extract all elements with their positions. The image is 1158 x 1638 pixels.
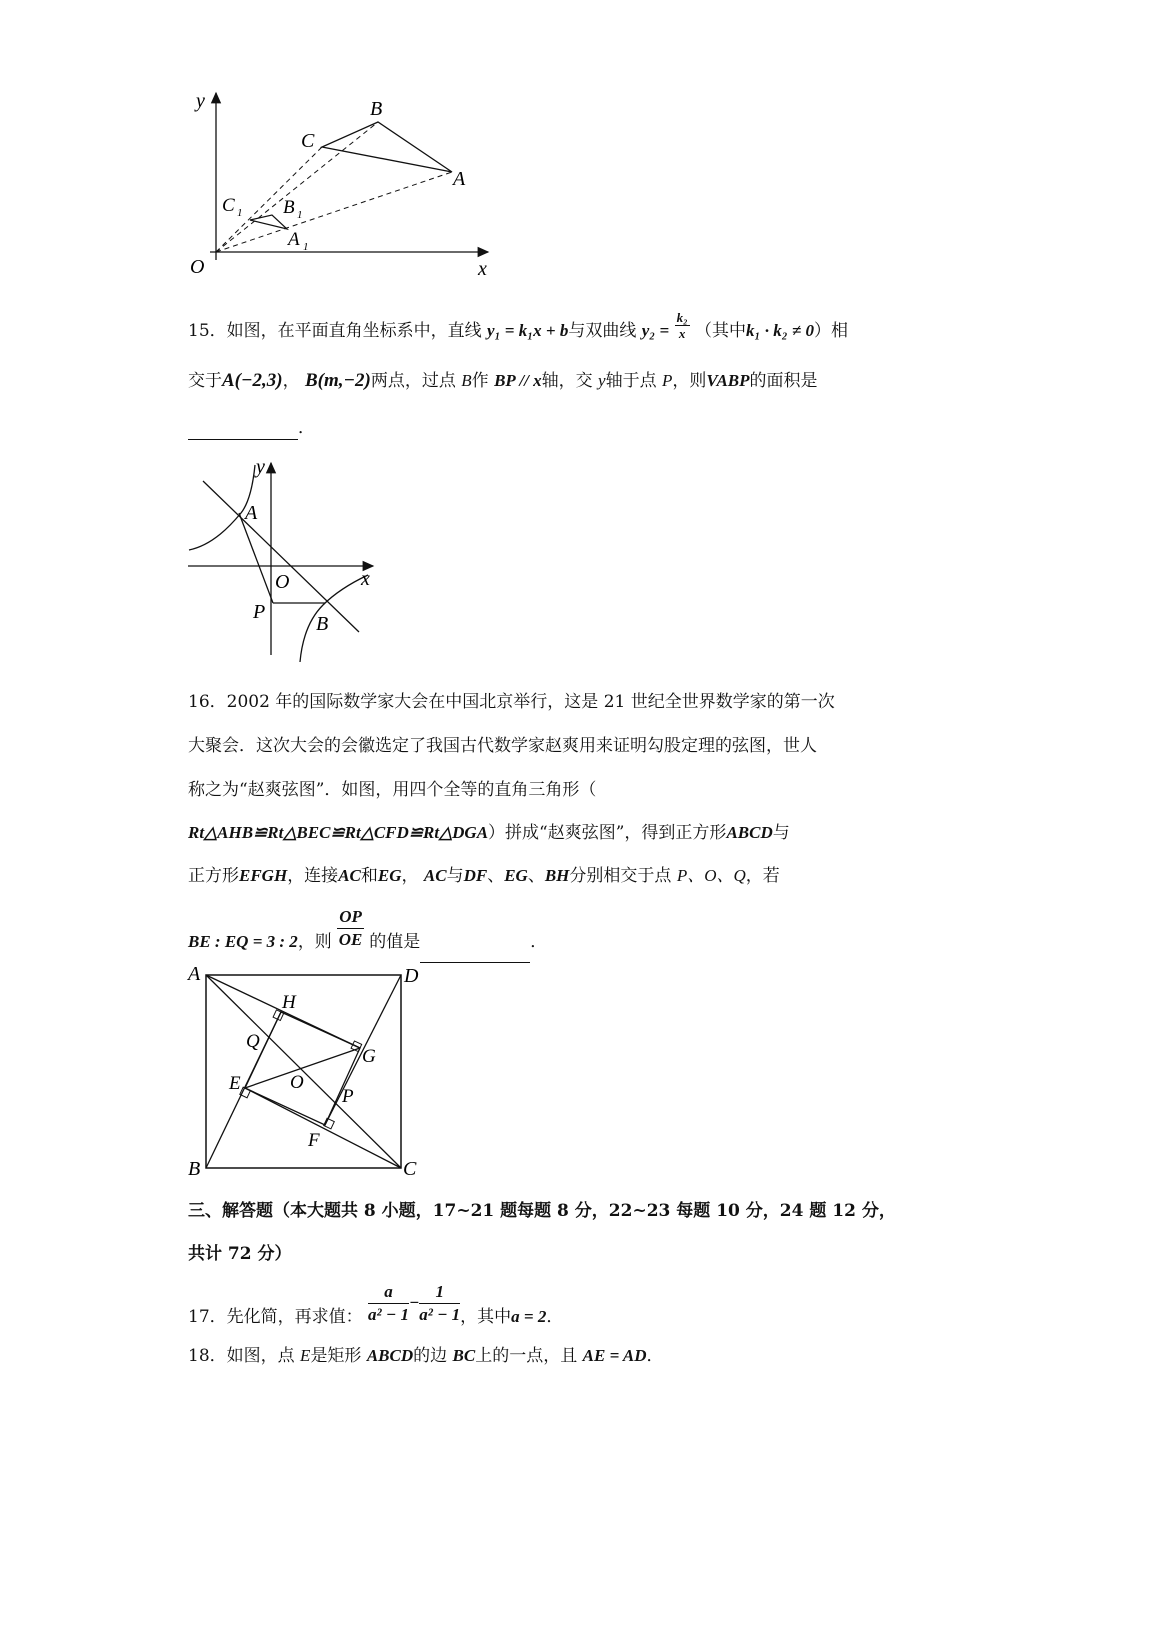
label-c1-sub: 1 <box>237 207 243 219</box>
q16-efgh: EFGH <box>239 866 288 885</box>
q18-number: 18． <box>188 1346 227 1366</box>
q17-frac1-den: a² − 1 <box>368 1305 409 1324</box>
q15-text4: ）相 <box>813 321 848 341</box>
q15-hyperbola-lhs: y₂ = <box>641 321 670 340</box>
q17-frac2-den: a² − 1 <box>419 1305 461 1324</box>
q15-point-b: B(m,−2) <box>305 370 371 391</box>
q17-end: ． <box>546 1307 564 1327</box>
figure-q14 <box>180 85 510 285</box>
q16-number: 16． <box>188 692 227 712</box>
q16-answer-blank[interactable] <box>420 944 530 963</box>
q15-frac-num: k₂ <box>676 310 688 325</box>
label-x: x <box>361 568 370 590</box>
label-g: G <box>362 1046 376 1067</box>
q16-ac2: AC <box>423 866 447 885</box>
q16-text12: ，则 <box>297 932 332 952</box>
label-a: A <box>245 502 258 524</box>
label-y: y <box>256 456 265 478</box>
q15-text5: 交于 <box>188 371 222 391</box>
line-y1 <box>203 481 359 632</box>
q17-number: 17． <box>188 1307 227 1327</box>
q18-text1: 如图，点 <box>226 1346 295 1366</box>
segment-be <box>206 1012 281 1168</box>
q15-end: ． <box>298 418 315 438</box>
label-a: A <box>453 168 466 190</box>
q16-frac-den: OE <box>338 930 363 949</box>
label-b: B <box>188 1158 201 1180</box>
q16-text8: 、 <box>487 866 505 886</box>
q16-ratio: BE : EQ = 3 : 2 <box>188 932 298 951</box>
q16-text1: ）拼成“赵爽弦图”，得到正方形 <box>488 823 727 843</box>
q15-text1: 如图，在平面直角坐标系中，直线 <box>226 321 482 341</box>
q16-ac: AC <box>338 866 361 885</box>
q16-frac-num: OP <box>337 906 364 929</box>
q18-bc: BC <box>452 1346 476 1365</box>
figure-q15 <box>183 455 383 665</box>
q15-line2 <box>188 369 818 393</box>
section3-line2: 共计 72 分） <box>188 1244 292 1264</box>
q15-frac-den: x <box>678 326 686 341</box>
figure-q16 <box>180 960 420 1180</box>
dashed-oa <box>216 172 452 252</box>
q16-line2 <box>188 734 817 758</box>
q15-text7: 作 <box>471 371 489 391</box>
label-d: D <box>404 965 419 987</box>
q17-minus: − <box>408 1293 420 1312</box>
section3-heading-cont <box>188 1242 292 1266</box>
q16-line1 <box>188 690 835 714</box>
q16-text9: 、 <box>527 866 545 886</box>
q15-comma: ， <box>282 371 300 391</box>
section3-line1: 三、解答题（本大题共 8 小题，17~21 题每题 8 分，22~23 每题 10 分，24 题 12 分， <box>188 1201 896 1221</box>
q16-eg: EG <box>377 866 402 885</box>
segment-ap <box>239 513 273 603</box>
q16-abcd: ABCD <box>726 823 773 842</box>
triangle-abc <box>322 122 452 172</box>
q16-df: DF <box>463 866 488 885</box>
q15-text3: （其中 <box>695 321 747 341</box>
q16-text5: 和 <box>360 866 378 886</box>
q15-point-a: A(−2,3) <box>222 370 283 391</box>
q15-y-italic: y <box>598 371 606 390</box>
label-y: y <box>196 90 205 112</box>
triangle-a1b1c1 <box>250 215 287 229</box>
q15-answer-blank[interactable] <box>188 421 298 440</box>
section3-heading <box>188 1199 896 1223</box>
q15-condition: k₁ · k₂ ≠ 0 <box>746 321 814 340</box>
label-b1-sub: 1 <box>297 209 303 221</box>
q15-text6: 两点，过点 <box>370 371 456 391</box>
label-x: x <box>478 258 487 280</box>
q15-text9: 轴于点 <box>605 371 657 391</box>
hyperbola-lower-branch <box>300 575 368 662</box>
q16-line5 <box>188 864 780 888</box>
label-b: B <box>370 98 383 120</box>
q16-bh: BH <box>544 866 570 885</box>
q18-equation: AE = AD <box>582 1346 647 1365</box>
q17-frac2-num: 1 <box>419 1281 460 1304</box>
q15-text2: 与双曲线 <box>568 321 637 341</box>
q18-end: ． <box>646 1346 664 1366</box>
q15-text8: 轴，交 <box>541 371 593 391</box>
q16-line3 <box>188 778 596 802</box>
q18-text3: 的边 <box>413 1346 448 1366</box>
q16-fraction <box>337 906 364 951</box>
label-a1: A <box>288 229 300 250</box>
q16-text3: 正方形 <box>188 866 239 886</box>
q15-triangle: VABP <box>706 371 750 390</box>
q15-p-italic: P <box>661 371 673 390</box>
label-a1-sub: 1 <box>303 241 309 253</box>
q15-line1 <box>188 310 848 347</box>
q16-text13: 的值是 <box>369 932 421 952</box>
q17-text2: ，其中 <box>460 1307 512 1327</box>
q16-text7: 与 <box>446 866 464 886</box>
label-f: F <box>308 1130 320 1151</box>
q16-text4: ，连接 <box>287 866 339 886</box>
q17-text1: 先化简，再求值： <box>226 1307 363 1327</box>
label-p: P <box>253 601 266 623</box>
q15-answer-line <box>188 416 315 440</box>
label-c: C <box>403 1158 417 1180</box>
q18-text2: 是矩形 <box>310 1346 362 1366</box>
q16-end: ． <box>530 932 548 952</box>
q15-text10: ，则 <box>672 371 707 391</box>
q16-points: P、O、Q <box>676 866 746 885</box>
q16-text2: 与 <box>772 823 790 843</box>
q15-number: 15． <box>188 321 227 341</box>
label-b: B <box>316 613 329 635</box>
q17-fraction1 <box>368 1281 409 1326</box>
label-h: H <box>282 992 296 1013</box>
q18-abcd: ABCD <box>366 1346 414 1365</box>
q16-line4 <box>188 821 790 845</box>
label-c1: C <box>222 195 235 216</box>
q17-fraction2 <box>419 1281 460 1326</box>
q17-condition: a = 2 <box>511 1307 547 1326</box>
label-o: O <box>190 256 205 278</box>
q16-congruence: Rt△AHB≌Rt△BEC≌Rt△CFD≌Rt△DGA <box>188 823 489 842</box>
label-c: C <box>301 130 315 152</box>
q18-text4: 上的一点，且 <box>475 1346 578 1366</box>
label-q: Q <box>246 1031 260 1052</box>
q15-line-equation: y₁ = k₁x + b <box>487 321 569 340</box>
q15-b-italic: B <box>461 371 472 390</box>
label-b1: B <box>283 197 295 218</box>
label-o: O <box>275 571 290 593</box>
q16-line6 <box>188 906 547 956</box>
q16-text-line3: 称之为“赵爽弦图”．如图，用四个全等的直角三角形（ <box>188 780 597 800</box>
segment-ce <box>245 1088 401 1168</box>
q16-text6: ， <box>401 866 419 886</box>
q18-e-italic: E <box>300 1346 311 1365</box>
q16-text11: ，若 <box>745 866 780 886</box>
q15-text11: 的面积是 <box>749 371 818 391</box>
label-e: E <box>229 1073 241 1094</box>
q15-bp-parallel: BP // x <box>494 371 542 390</box>
q16-text10: 分别相交于点 <box>569 866 672 886</box>
q16-text-line1: 2002 年的国际数学家大会在中国北京举行，这是 21 世纪全世界数学家的第一次 <box>226 692 835 712</box>
label-a: A <box>188 963 201 985</box>
q16-text-line2: 大聚会．这次大会的会徽选定了我国古代数学家赵爽用来证明勾股定理的弦图，世人 <box>188 736 817 756</box>
q18-line <box>188 1344 664 1368</box>
label-p: P <box>342 1086 354 1107</box>
q15-hyperbola-fraction <box>675 310 690 341</box>
q17-frac1-num: a <box>368 1281 409 1304</box>
q17-line <box>188 1281 563 1331</box>
label-o: O <box>290 1072 304 1093</box>
q16-eg2: EG <box>504 866 528 885</box>
